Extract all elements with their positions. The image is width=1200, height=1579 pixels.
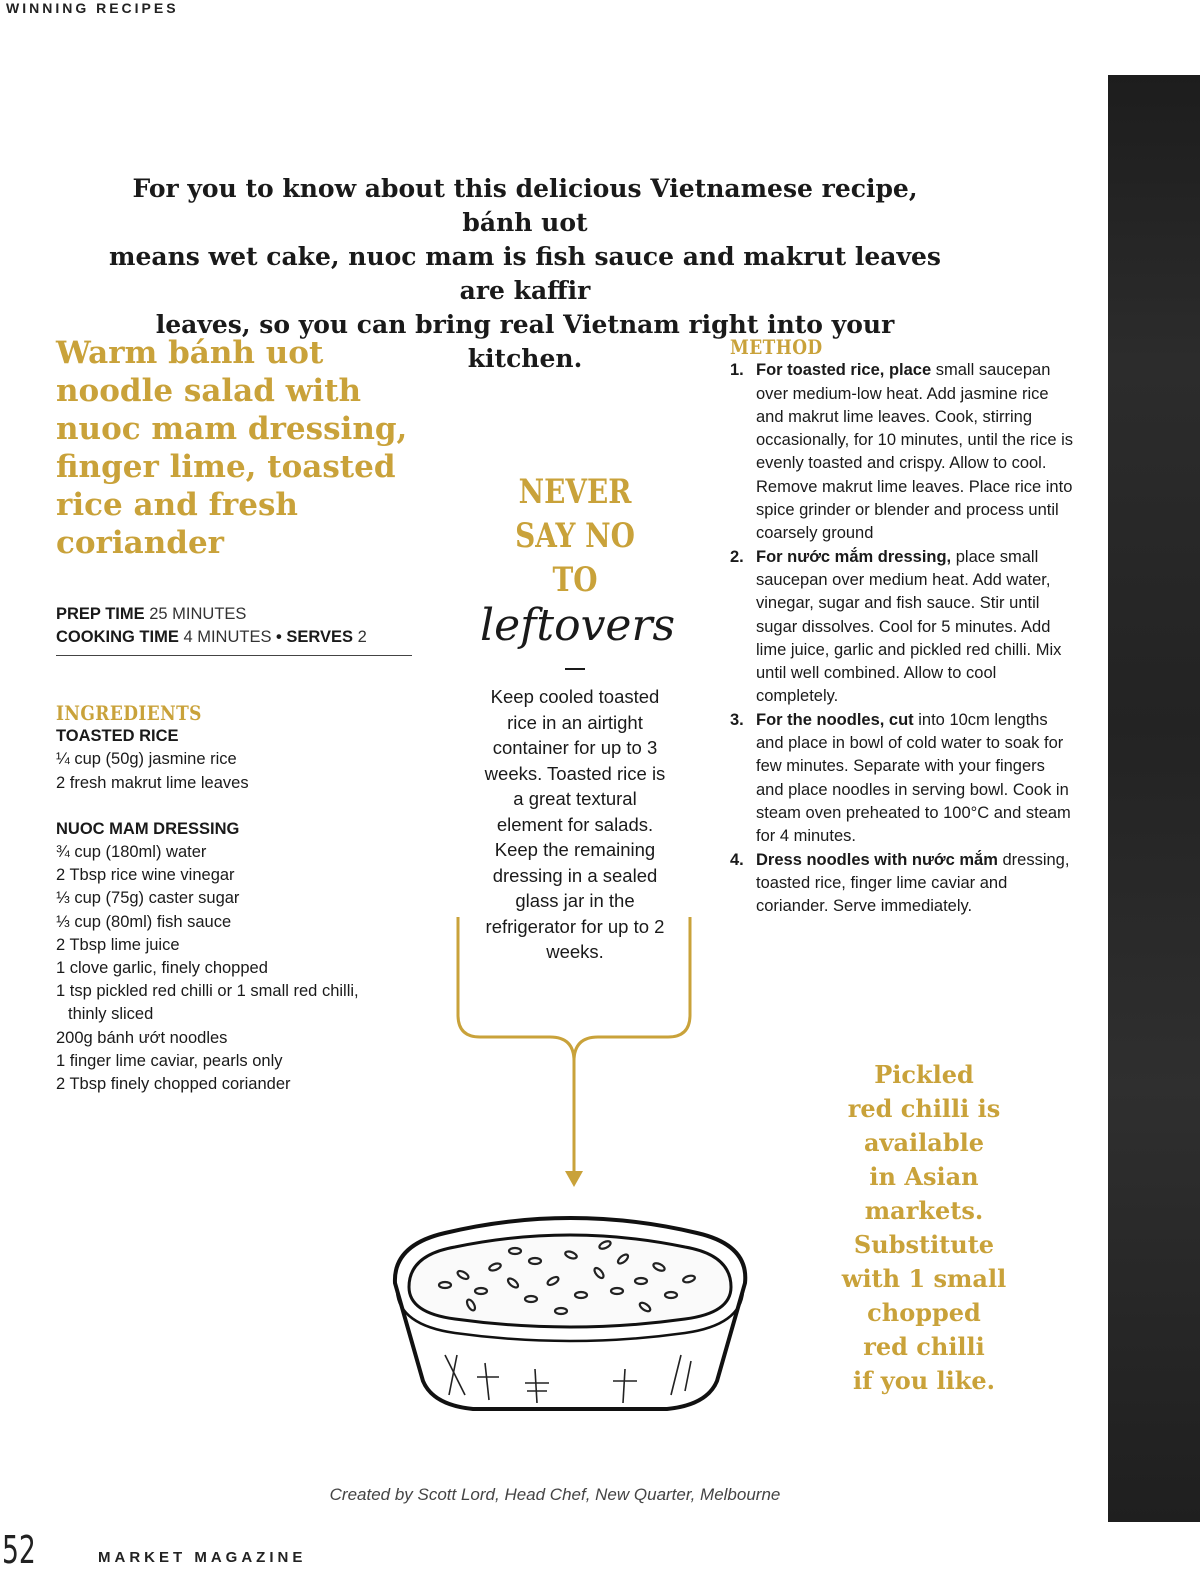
step-lead: Dress noodles with nước mắm bbox=[756, 850, 998, 869]
serves-value: 2 bbox=[357, 628, 367, 646]
leftovers-tip: Keep cooled toasted rice in an airtight container for up to 3 weeks. Toasted rice is a great textural element for salads. Keep the remaining dressing in a sealed glass jar in the refrigerator for up to 2 weeks. bbox=[484, 686, 666, 962]
method-step bbox=[730, 359, 1075, 545]
recipe-title-line: rice and fresh bbox=[56, 487, 298, 523]
side-note-line: Substitute bbox=[853, 1230, 995, 1259]
recipe-title-line: Warm bánh uot bbox=[56, 335, 324, 371]
recipe-title bbox=[56, 334, 416, 562]
divider bbox=[565, 668, 585, 670]
method-step bbox=[730, 849, 1075, 919]
method-step bbox=[730, 709, 1075, 849]
recipe-title-line: nuoc mam dressing, bbox=[56, 411, 408, 447]
step-lead: For nước mắm dressing, bbox=[756, 547, 952, 566]
recipe-timing bbox=[56, 603, 412, 656]
cook-time-label: COOKING TIME bbox=[56, 628, 179, 646]
recipe-title-line: finger lime, toasted bbox=[56, 449, 396, 485]
side-note-line: red chilli bbox=[863, 1332, 985, 1361]
ingredients-section bbox=[56, 702, 426, 1096]
step-number: 2. bbox=[730, 547, 744, 566]
intro-line: means wet cake, nuoc mam is fish sauce and makrut leaves are kaffir bbox=[109, 242, 941, 305]
ingredients-heading: INGREDIENTS bbox=[56, 701, 202, 725]
side-note-line: markets. bbox=[864, 1196, 984, 1225]
step-text: small saucepan over medium-low heat. Add jasmine rice and makrut lime leaves. Cook, stirring occasionally, for 10 minutes, until the rice is evenly toasted and crispy. Allow to cool. Remove makrut lime leaves. Place rice into spice grinder or blender and process until coarsely ground bbox=[756, 361, 1074, 543]
ingredient-item: ⅓ cup (80ml) fish sauce bbox=[56, 912, 232, 931]
magazine-name: MARKET MAGAZINE bbox=[98, 1549, 307, 1566]
ingredient-item: ⅓ cup (75g) caster sugar bbox=[56, 889, 240, 908]
bracket-arrow-icon bbox=[452, 915, 696, 1195]
intro-line: leaves, so you can bring real Vietnam right into your kitchen. bbox=[155, 310, 895, 373]
intro-line: For you to know about this delicious Vietnamese recipe, bánh uot bbox=[132, 174, 918, 237]
method-section bbox=[730, 336, 1075, 918]
decorative-dark-strip bbox=[1108, 75, 1200, 1522]
step-text: place small saucepan over medium heat. Add water, vinegar, sugar and fish sauce. Stir until sugar dissolves. Cool for 5 minutes. Add lime juice, garlic and pickled red chilli. Mix until well combined. Allow to cool completely. bbox=[756, 547, 1062, 706]
method-heading: METHOD bbox=[730, 335, 823, 359]
side-note-line: Pickled bbox=[874, 1060, 974, 1089]
step-number: 1. bbox=[730, 361, 744, 380]
side-note-line: with 1 small bbox=[841, 1264, 1007, 1293]
step-text: dressing, toasted rice, finger lime caviar and coriander. Serve immediately. bbox=[756, 850, 1070, 916]
side-note-line: in Asian bbox=[869, 1162, 979, 1191]
ingredient-item: thinly sliced bbox=[68, 1005, 154, 1024]
side-note bbox=[838, 1058, 1010, 1398]
ingredient-item: 2 Tbsp finely chopped coriander bbox=[56, 1075, 291, 1094]
leftovers-box bbox=[480, 470, 676, 965]
prep-time-label: PREP TIME bbox=[56, 605, 145, 623]
ingredient-item: 2 fresh makrut lime leaves bbox=[56, 773, 249, 792]
ingredient-item: ¼ cup (50g) jasmine rice bbox=[56, 750, 237, 769]
ingredient-item: 2 Tbsp rice wine vinegar bbox=[56, 866, 235, 885]
side-note-line: chopped bbox=[867, 1298, 981, 1327]
chef-credit: Created by Scott Lord, Head Chef, New Quarter, Melbourne bbox=[329, 1485, 781, 1504]
leftovers-heading-line: NEVER bbox=[518, 472, 632, 512]
step-text: into 10cm lengths and place in bowl of cold water to soak for few minutes. Separate with your fingers and place noodles in serving bowl. Cook in steam oven preheated to 100°C and steam for 4 minutes. bbox=[756, 710, 1071, 846]
step-number: 3. bbox=[730, 710, 744, 729]
rice-bowl-illustration bbox=[385, 1195, 755, 1420]
recipe-title-line: noodle salad with bbox=[56, 373, 362, 409]
leftovers-script: leftovers bbox=[480, 600, 676, 651]
step-lead: For the noodles, cut bbox=[756, 710, 914, 729]
recipe-title-line: coriander bbox=[56, 525, 225, 561]
ingredient-item: 1 finger lime caviar, pearls only bbox=[56, 1051, 283, 1070]
section-label: WINNING RECIPES bbox=[6, 0, 179, 16]
cook-time-value: 4 MINUTES bbox=[183, 628, 272, 646]
side-note-line: if you like. bbox=[852, 1366, 996, 1395]
method-step bbox=[730, 546, 1075, 709]
bullet-separator: • bbox=[276, 628, 282, 646]
page-number: 52 bbox=[2, 1528, 36, 1572]
ingredient-item: ¾ cup (180ml) water bbox=[56, 843, 207, 862]
prep-time-value: 25 MINUTES bbox=[149, 605, 247, 623]
step-number: 4. bbox=[730, 850, 744, 869]
side-note-line: available bbox=[864, 1128, 984, 1157]
step-lead: For toasted rice, place bbox=[756, 361, 932, 380]
ingredient-group-title: NUOC MAM DRESSING bbox=[56, 819, 240, 838]
ingredient-item: 2 Tbsp lime juice bbox=[56, 935, 180, 954]
serves-label: SERVES bbox=[286, 628, 354, 646]
ingredient-item: 200g bánh ướt noodles bbox=[56, 1028, 228, 1047]
ingredient-item: 1 clove garlic, finely chopped bbox=[56, 959, 268, 978]
leftovers-heading-line: SAY NO TO bbox=[515, 516, 635, 600]
ingredient-item: 1 tsp pickled red chilli or 1 small red chilli, bbox=[56, 982, 359, 1001]
side-note-line: red chilli is bbox=[847, 1094, 1001, 1123]
ingredient-group-title: TOASTED RICE bbox=[56, 727, 179, 746]
